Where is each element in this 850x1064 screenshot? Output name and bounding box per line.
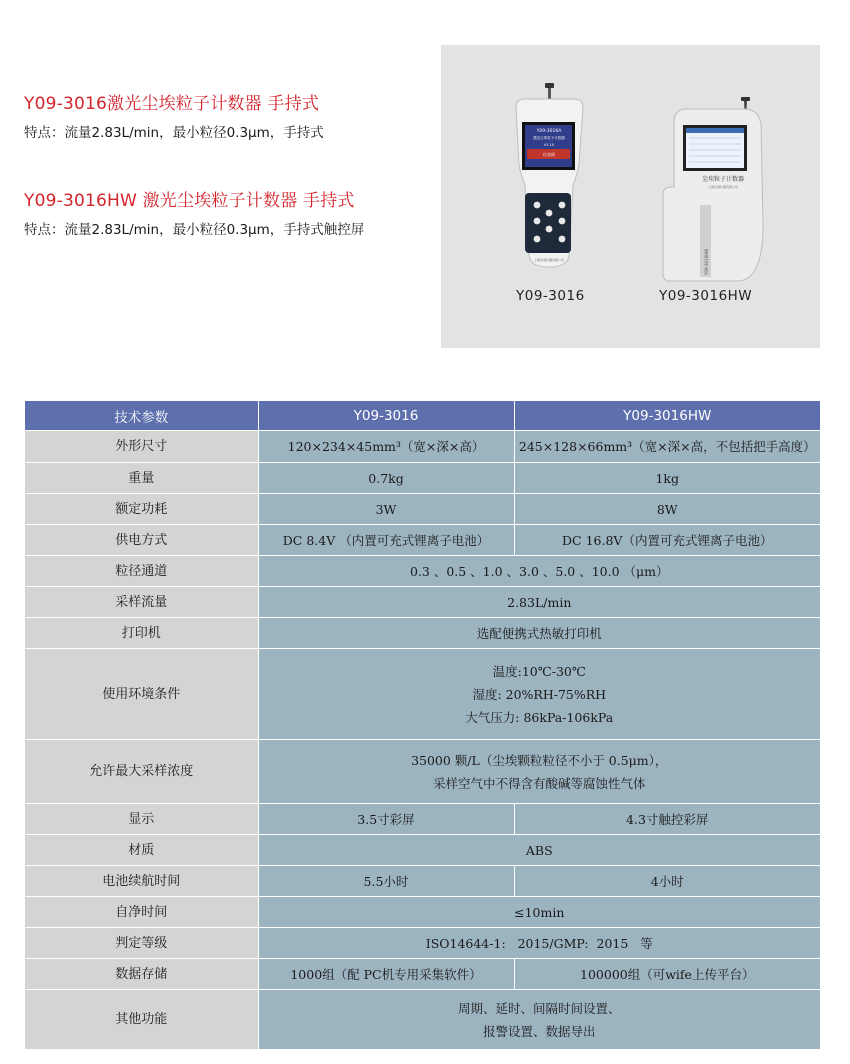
row-label: 采样流量 [25,587,258,618]
table-row [25,959,820,990]
row-label: 供电方式 [25,525,258,556]
cell-merged: 2.83L/min [258,587,820,618]
table-row [25,835,820,866]
cell-model-a: 1000组（配 PC机专用采集软件） [258,959,514,990]
row-label: 材质 [25,835,258,866]
row-label: 显示 [25,804,258,835]
row-label: 外形尺寸 [25,431,258,463]
device-y09-3016hw-image [663,97,763,281]
row-label: 打印机 [25,618,258,649]
svg-text:尘埃粒子计数器: 尘埃粒子计数器 [701,176,745,183]
cell-model-b: 4小时 [514,866,820,897]
device-2-caption: Y09-3016HW [659,288,753,304]
row-label: 判定等级 [25,928,258,959]
svg-text:上海光谱仪器有限公司: 上海光谱仪器有限公司 [707,185,739,189]
table-row [25,431,820,463]
cell-model-a: 3.5寸彩屏 [258,804,514,835]
header-model-a: Y09-3016 [258,401,514,431]
table-row [25,928,820,959]
cell-model-a: 5.5小时 [258,866,514,897]
cell-model-a: 120×234×45mm³（宽×深×高） [258,431,514,463]
cell-merged [258,740,820,804]
table-row [25,556,820,587]
header-model-b: Y09-3016HW [514,401,820,431]
svg-text:Y09-3016A: Y09-3016A [536,129,562,134]
cell-model-a: DC 8.4V （内置可充式锂离子电池） [258,525,514,556]
product-photo [441,45,820,348]
device-y09-3016-image [516,83,583,267]
product-1-title: Y09-3016激光尘埃粒子计数器 手持式 [24,94,320,114]
cell-model-a: 0.7kg [258,463,514,494]
row-label: 重量 [25,463,258,494]
table-row [25,525,820,556]
svg-text:Y09-3016HW: Y09-3016HW [704,248,709,275]
row-label: 数据存储 [25,959,258,990]
cell-line: 周期、延时、间隔时间设置、 [457,1000,621,1016]
product-2-title: Y09-3016HW 激光尘埃粒子计数器 手持式 [24,191,355,211]
row-label: 电池续航时间 [25,866,258,897]
table-row [25,587,820,618]
svg-text:V1.10: V1.10 [543,143,555,147]
cell-model-b: 100000组（可wife上传平台） [514,959,820,990]
cell-model-b: DC 16.8V（内置可充式锂离子电池） [514,525,820,556]
header-param: 技术参数 [25,401,258,431]
row-label: 允许最大采样浓度 [25,740,258,804]
cell-line: 35000 颗/L（尘埃颗粒粒径不小于 0.5μm）， [411,752,668,768]
cell-model-b: 1kg [514,463,820,494]
product-2-features: 特点：流量2.83L/min，最小粒径0.3μm，手持式触控屏 [24,222,365,238]
row-label: 其他功能 [25,990,258,1050]
cell-model-b: 8W [514,494,820,525]
cell-model-b: 4.3寸触控彩屏 [514,804,820,835]
row-label: 额定功耗 [25,494,258,525]
cell-merged [258,649,820,740]
table-row [25,494,820,525]
spec-table [25,401,820,1050]
table-row [25,990,820,1050]
device-1-caption: Y09-3016 [516,288,585,304]
cell-line: 湿度: 20%RH-75%RH [472,686,607,702]
cell-merged: ISO14644-1: 2015/GMP: 2015 等 [258,928,820,959]
cell-merged: ≤10min [258,897,820,928]
svg-text:上海光谱仪器有限公司: 上海光谱仪器有限公司 [533,258,565,262]
cell-model-b: 245×128×66mm³（宽×深×高，不包括把手高度） [514,431,820,463]
table-row [25,804,820,835]
svg-text:仪表网: 仪表网 [543,152,555,157]
product-photo-panel [441,45,820,348]
row-label: 粒径通道 [25,556,258,587]
cell-line: 大气压力: 86kPa-106kPa [465,709,614,725]
cell-line: 采样空气中不得含有酸碱等腐蚀性气体 [432,775,646,791]
table-row [25,740,820,804]
table-row [25,866,820,897]
cell-merged: ABS [258,835,820,866]
table-row [25,649,820,740]
cell-line: 温度:10℃-30℃ [492,663,586,679]
table-row [25,897,820,928]
cell-merged: 0.3 、0.5 、1.0 、3.0 、5.0 、10.0 （μm） [258,556,820,587]
cell-line: 报警设置、数据导出 [482,1023,596,1039]
cell-merged [258,990,820,1050]
spec-table-header [25,401,820,431]
cell-model-a: 3W [258,494,514,525]
svg-text:激光尘埃粒子计数器: 激光尘埃粒子计数器 [533,136,565,140]
row-label: 自净时间 [25,897,258,928]
table-row [25,463,820,494]
product-1-features: 特点：流量2.83L/min，最小粒径0.3μm，手持式 [24,125,324,141]
table-row [25,618,820,649]
row-label: 使用环境条件 [25,649,258,740]
cell-merged: 选配便携式热敏打印机 [258,618,820,649]
